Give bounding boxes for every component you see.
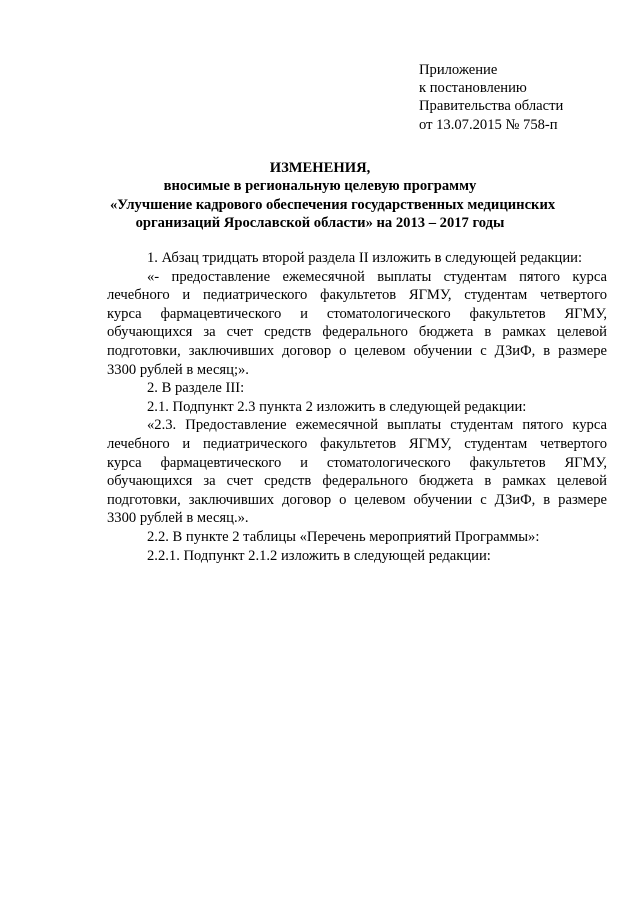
- title-line-2: вносимые в региональную целевую программу: [163, 178, 477, 195]
- paragraph-5-line-2: лечебного и педиатрического факультетов ЯГМУ, студентам четвертого: [107, 435, 607, 452]
- document-body: [107, 249, 607, 565]
- paragraph-2-line-2: лечебного и педиатрического факультетов ЯГМУ, студентам четвертого: [107, 287, 607, 304]
- paragraph-5-line-5: подготовки, заключивших договор о целевом обучении с ДЗиФ, в размере: [107, 491, 607, 508]
- paragraph-2-line-4: обучающихся за счет средств федерального бюджета в рамках целевой: [107, 324, 607, 341]
- appendix-header: [419, 61, 563, 134]
- appendix-line-1: Приложение: [419, 62, 498, 78]
- title-line-1: ИЗМЕНЕНИЯ,: [269, 160, 371, 176]
- paragraph-3: 2. В разделе III:: [147, 380, 245, 397]
- paragraph-7: 2.2.1. Подпункт 2.1.2 изложить в следующей редакции:: [147, 547, 491, 564]
- document-title: [110, 159, 556, 233]
- appendix-line-2: к постановлению: [419, 80, 527, 97]
- paragraph-2-line-5: подготовки, заключивших договор о целевом обучении с ДЗиФ, в размере: [107, 342, 607, 359]
- appendix-line-3: Правительства области: [419, 98, 564, 115]
- appendix-line-4: от 13.07.2015 № 758-п: [419, 116, 558, 133]
- paragraph-2-line-6: 3300 рублей в месяц;».: [107, 361, 249, 378]
- paragraph-5-line-4: обучающихся за счет средств федерального бюджета в рамках целевой: [107, 473, 607, 490]
- paragraph-5-line-1: «2.3. Предоставление ежемесячной выплаты студентам пятого курса: [147, 417, 607, 434]
- paragraph-1: 1. Абзац тридцать второй раздела II изложить в следующей редакции:: [147, 250, 583, 266]
- title-line-4: организаций Ярославской области» на 2013 – 2017 годы: [135, 215, 505, 232]
- paragraph-6: 2.2. В пункте 2 таблицы «Перечень мероприятий Программы»:: [147, 528, 540, 545]
- paragraph-4: 2.1. Подпункт 2.3 пункта 2 изложить в следующей редакции:: [147, 398, 527, 415]
- paragraph-5-line-6: 3300 рублей в месяц.».: [107, 510, 249, 527]
- paragraph-5: [107, 416, 607, 528]
- paragraph-2-line-3: курса фармацевтического и стоматологического факультетов ЯГМУ,: [107, 305, 607, 322]
- title-line-3: «Улучшение кадрового обеспечения государственных медицинских: [110, 196, 556, 213]
- paragraph-2: [107, 268, 607, 380]
- paragraph-5-line-3: курса фармацевтического и стоматологического факультетов ЯГМУ,: [107, 454, 607, 471]
- paragraph-2-line-1: «- предоставление ежемесячной выплаты студентам пятого курса: [147, 268, 607, 285]
